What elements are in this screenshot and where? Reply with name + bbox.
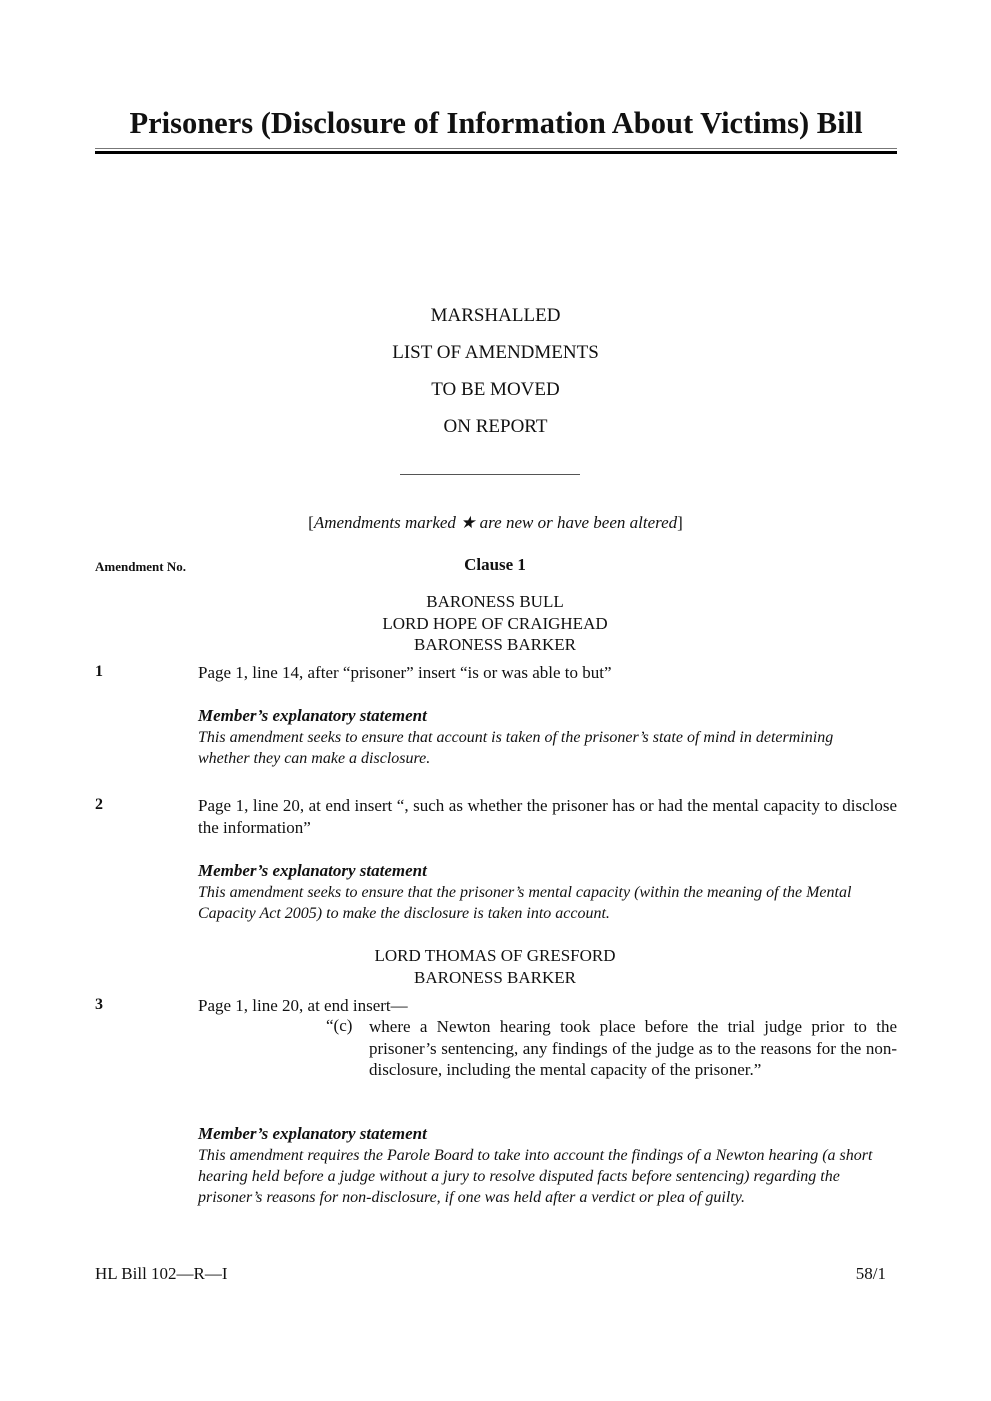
sponsors-group-1 <box>198 591 792 656</box>
sponsor: LORD HOPE OF CRAIGHEAD <box>382 613 608 633</box>
heading-line: TO BE MOVED <box>431 379 560 400</box>
amendment-number: 1 <box>95 663 103 680</box>
amendment-no-label: Amendment No. <box>95 559 186 574</box>
statement-heading: Member’s explanatory statement <box>198 861 427 880</box>
insert-label: “(c) <box>326 1016 353 1035</box>
sponsor: LORD THOMAS OF GRESFORD <box>374 946 616 965</box>
divider <box>400 474 580 475</box>
title-rule-thin <box>95 148 897 149</box>
sponsor: BARONESS BARKER <box>413 967 576 987</box>
amendment-number: 2 <box>95 796 103 813</box>
amendment-text: Page 1, line 20, at end insert “, such as whether the prisoner has or had the mental capacity to disclose the information” <box>198 796 897 837</box>
statement-text: This amendment seeks to ensure that the prisoner’s mental capacity (within the meaning of the Mental Capacity Act 2005) to make the disclosure is taken into account. <box>198 884 852 922</box>
footer-page-ref: 58/1 <box>855 1264 886 1283</box>
heading-line: MARSHALLED <box>430 305 561 326</box>
statement-heading: Member’s explanatory statement <box>198 706 427 725</box>
amendment-text: Page 1, line 14, after “prisoner” insert “is or was able to but” <box>198 663 612 682</box>
heading-line: ON REPORT <box>443 416 548 437</box>
bill-title: Prisoners (Disclosure of Information About Victims) Bill <box>129 106 863 140</box>
sponsor: BARONESS BULL <box>426 592 564 611</box>
heading-line: LIST OF AMENDMENTS <box>392 342 599 363</box>
clause-heading: Clause 1 <box>464 555 526 574</box>
statement-text: This amendment seeks to ensure that account is taken of the prisoner’s state of mind in determining whether they can make a disclosure. <box>198 729 834 767</box>
sponsors-group-2 <box>198 945 792 988</box>
sponsor: BARONESS BARKER <box>413 635 576 654</box>
bracket: [ <box>308 513 314 532</box>
amendment-text: Page 1, line 20, at end insert— <box>198 996 408 1015</box>
statement-text: This amendment requires the Parole Board to take into account the findings of a Newton hearing (a short hearing held before a judge without a jury to resolve disputed facts before sentencing) regarding the prisoner’s reasons for non-disclosure, if one was held after a verdict or plea of guilty. <box>198 1147 873 1206</box>
insert-text: where a Newton hearing took place before the trial judge prior to the prisoner’s sentencing, any findings of the judge as to the reasons for the non-disclosure, including the mental capacity of the prisoner.” <box>369 1017 897 1079</box>
statement-heading: Member’s explanatory statement <box>198 1124 427 1143</box>
footer-bill-ref: HL Bill 102—R—I <box>95 1264 228 1283</box>
amendments-note <box>0 513 991 533</box>
title-rule-thick <box>95 151 897 154</box>
bracket: ] <box>677 513 683 532</box>
note-text: Amendments marked ★ are new or have been altered <box>313 513 678 532</box>
amendment-number: 3 <box>95 996 103 1013</box>
